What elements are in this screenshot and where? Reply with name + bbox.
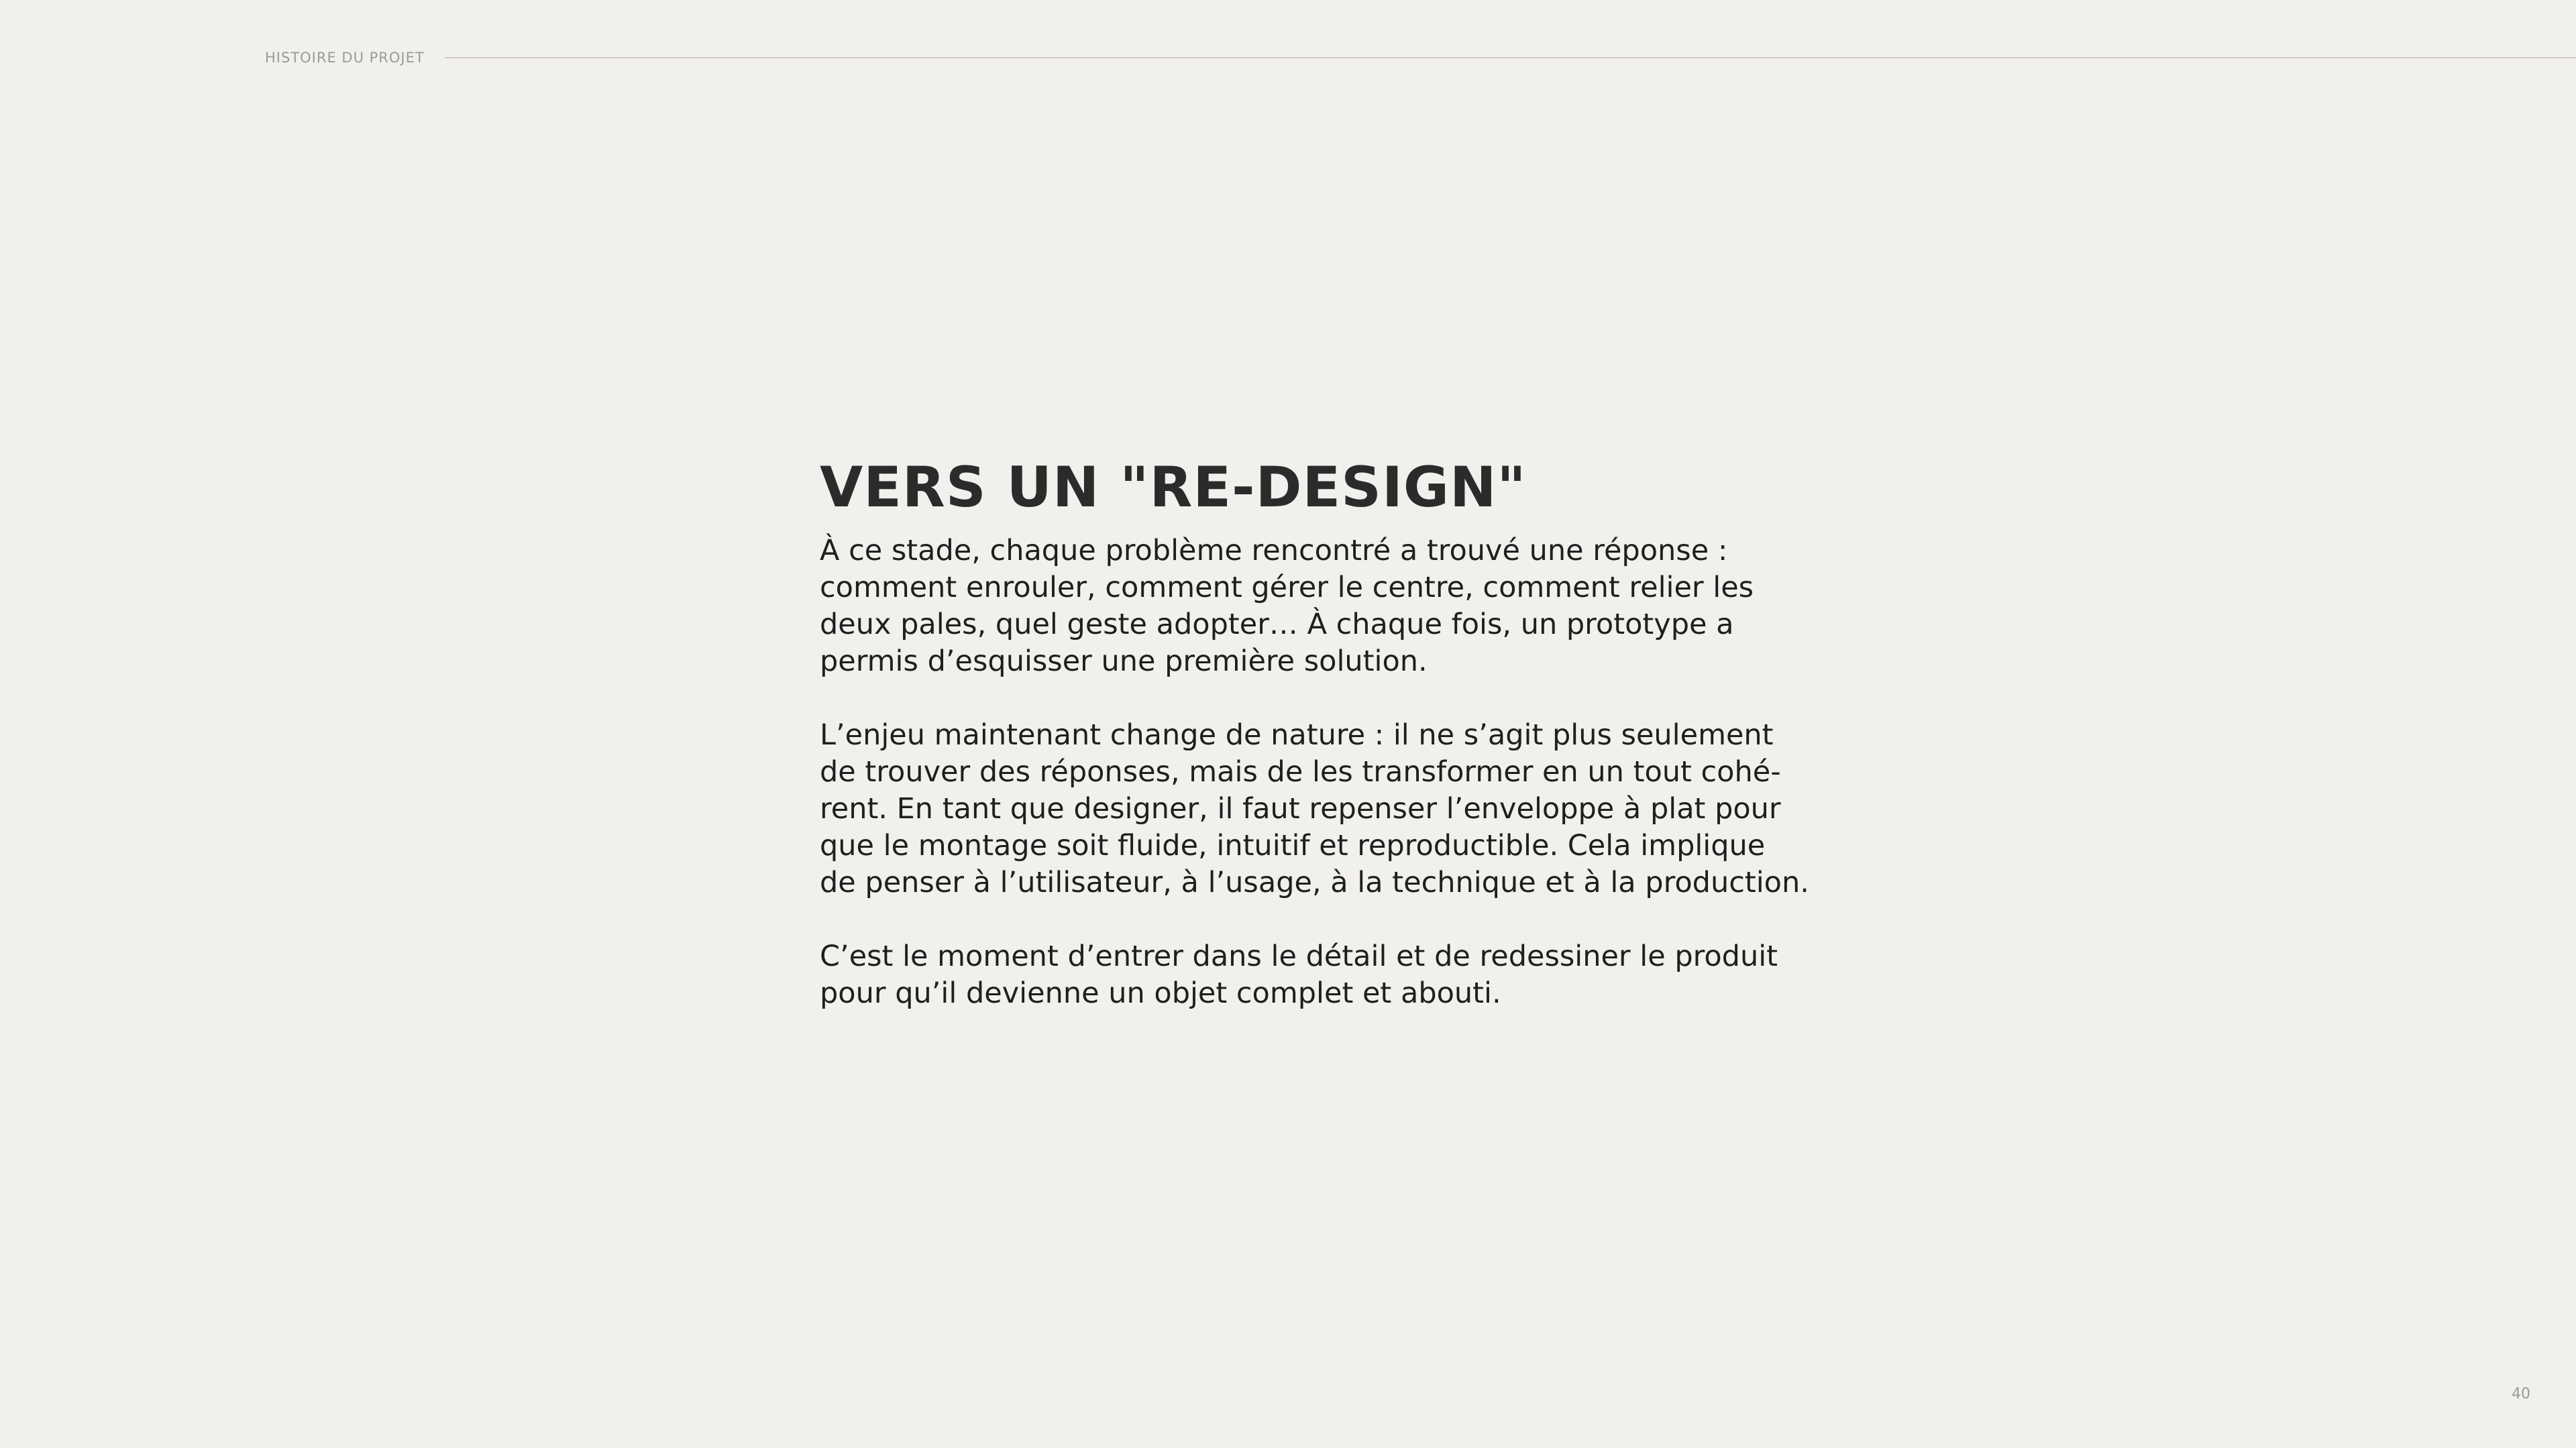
paragraph-line: que le montage soit fluide, intuitif et reproductible. Cela implique — [820, 829, 1766, 862]
paragraph-line: permis d’esquisser une première solution. — [820, 645, 1428, 678]
paragraph-line: À ce stade, chaque problème rencontré a trouvé une réponse : — [820, 534, 1728, 567]
paragraph-line: rent. En tant que designer, il faut repenser l’enveloppe à plat pour — [820, 792, 1781, 826]
paragraph-line: deux pales, quel geste adopter… À chaque fois, un prototype a — [820, 608, 1734, 641]
paragraph-line: pour qu’il devienne un objet complet et abouti. — [820, 977, 1501, 1010]
paragraph-line: de trouver des réponses, mais de les transformer en un tout cohé- — [820, 755, 1781, 789]
paragraph-line: C’est le moment d’entrer dans le détail et de redessiner le produit — [820, 940, 1778, 973]
paragraph-1 — [820, 533, 1792, 680]
header-divider — [445, 57, 2576, 58]
paragraph-3 — [820, 938, 1792, 1012]
slide-title: VERS UN "RE-DESIGN" — [820, 455, 1527, 520]
slide-content — [820, 451, 1809, 1049]
paragraph-line: L’enjeu maintenant change de nature : il ne s’agit plus seulement — [820, 718, 1774, 752]
section-header — [265, 46, 2576, 70]
section-label: HISTOIRE DU PROJET — [265, 50, 425, 66]
paragraph-2 — [820, 717, 1809, 901]
paragraph-line: de penser à l’utilisateur, à l’usage, à la technique et à la production. — [820, 866, 1809, 899]
page-number: 40 — [2512, 1386, 2530, 1402]
paragraph-line: comment enrouler, comment gérer le centre, comment relier les — [820, 571, 1754, 604]
